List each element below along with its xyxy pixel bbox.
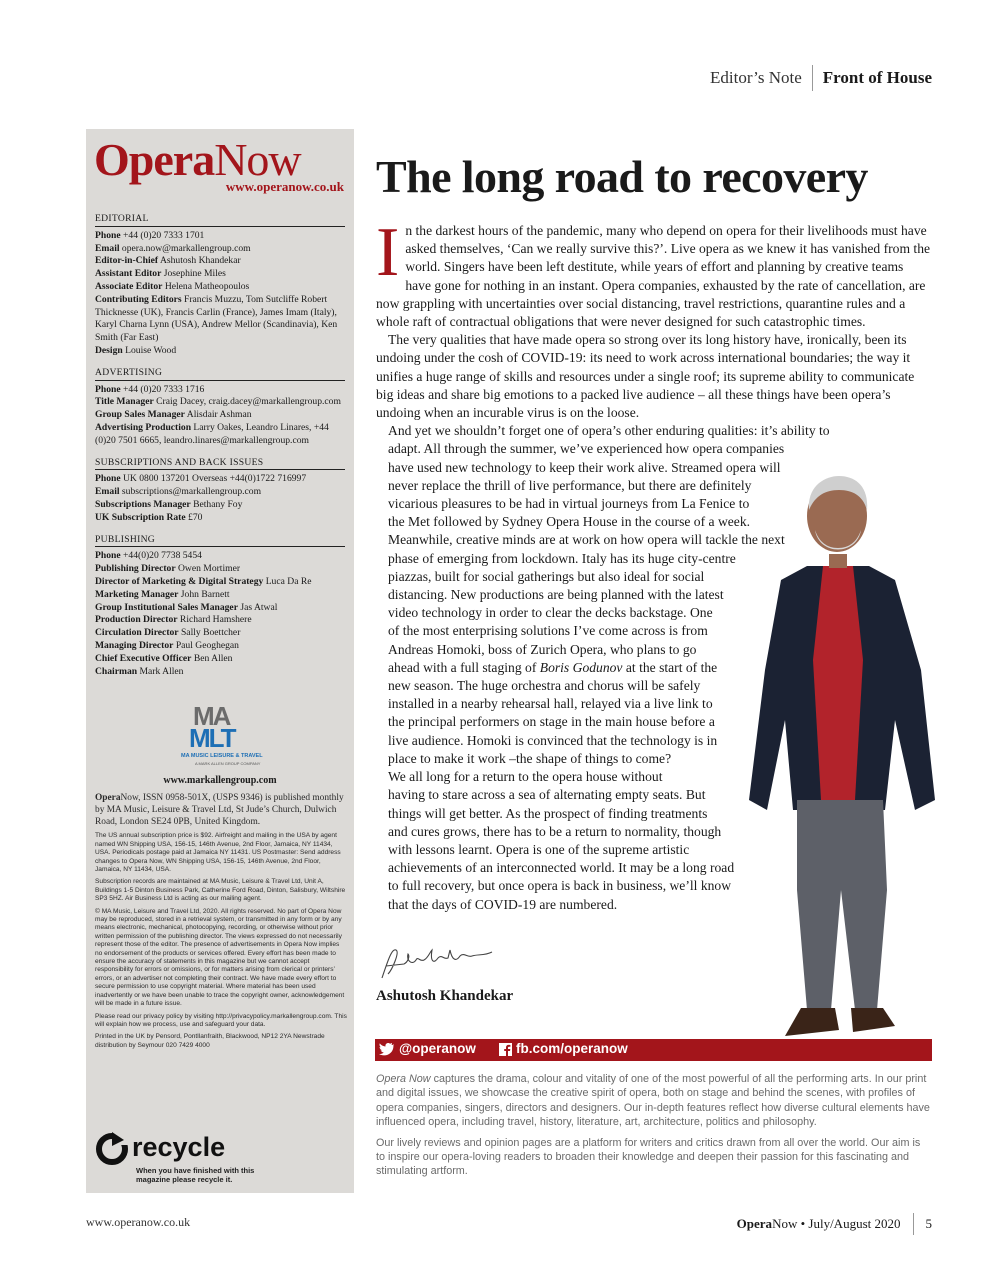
- footer-mag-light: Now: [772, 1216, 798, 1231]
- recycle-word: recycle: [132, 1132, 226, 1162]
- twitter-icon: [379, 1042, 395, 1056]
- footer-issue: [737, 1213, 932, 1235]
- article-paragraph: We all long for a return to the opera house without having to stare across a sea of alternating empty seats. But things will get better. As the prospect of finding treatments and cures grows, there has to be a return to normality, though with lessons learnt. Opera is one of the supreme artistic achievements of an interconnected world. It may be a long road to full recovery, but once opera is back in business, we’ll know that the days of COVID-19 are numbered.: [388, 769, 735, 912]
- editorial-heading: EDITORIAL: [95, 211, 345, 227]
- publishing-heading: PUBLISHING: [95, 532, 345, 548]
- facebook-link[interactable]: fb.com/operanow: [499, 1041, 628, 1056]
- editor-portrait: [745, 470, 945, 1070]
- article-paragraph: The very qualities that have made opera so strong over its long history have, ironically, been its undoing under the cosh of COVID-19: its need to work across international boundaries; the way it unifies a huge range of skills and resources under a single roof; its supreme ability to communicate big ideas and share big emotions to a packed live audience – all these things have been opera’s undoing when an incurable virus is on the loose.: [376, 332, 915, 421]
- credit-line: Subscriptions Manager Bethany Foy: [95, 498, 243, 510]
- credit-line: Assistant Editor Josephine Miles: [95, 268, 226, 280]
- credit-line: Phone +44 (0)20 7333 1716: [95, 383, 205, 395]
- opera-title: Boris Godunov: [539, 659, 623, 675]
- credit-line: Phone +44(0)20 7738 5454: [95, 550, 202, 562]
- publisher-url[interactable]: www.markallengroup.com: [163, 775, 277, 786]
- twitter-link[interactable]: @operanow: [379, 1041, 476, 1056]
- recycle-note: When you have finished with this magazine please recycle it.: [136, 1166, 255, 1184]
- drop-cap: I: [376, 214, 400, 291]
- social-bar: [375, 1039, 932, 1061]
- fine-print-paragraph: The US annual subscription price is $92. Airfreight and mailing in the USA by agent named WN Shipping USA, 156-15, 146th Avenue, 2nd Floor, Jamaica, NY 11434, USA. Periodicals postage paid at Jamaica NY 11431. US Postmaster: Send address changes to Opera Now, WN Shipping USA, 156-15, 146th Avenue, 2nd Floor, Jamaica, NY 11434, USA.: [95, 832, 341, 874]
- editorial-lines: [95, 230, 345, 358]
- credit-line: Email subscriptions@markallengroup.com: [95, 486, 262, 498]
- logo-ma: MA: [193, 701, 230, 731]
- ma-mlt-logo: [181, 701, 263, 766]
- fine-print-paragraph: Subscription records are maintained at MA Music, Leisure & Travel Ltd, Unit A, Buildings 1-5 Dinton Business Park, Catherine Ford Road, Dinton, Salisbury, Wiltshire SP3 5HZ. Air Business Ltd is acting as our mailing agent.: [95, 878, 346, 903]
- section-label: Editor’s Note: [709, 68, 802, 87]
- fine-print-paragraph: Printed in the UK by Pensord, Pontllanfraith, Blackwood, NP12 2YA Newstrade distribution by Seymour 020 7429 4000: [95, 1033, 325, 1049]
- article-paragraph: And yet we shouldn’t forget one of opera’s other enduring qualities: it’s ability to adapt. All through the summer, we’ve experienced how opera companies have used new technology to keep their work alive. Streamed opera will never replace the thrill of live performance, but there are definitely vicarious pleasures to be had in virtual journeys from La Fenice to the Met followed by Sydney Opera House in the course of a week. Meanwhile, creative minds are at work on how opera will tackle the next phase of emerging from lockdown. Italy has its huge city-centre piazzas, built for social gatherings but also ideal for social distancing. New productions are being planned with the latest video technology in order to clear the decks backstage. One of the most enterprising solutions I’ve come across is from Andreas Homoki, boss of Zurich Opera, who plans to go ahead with a full staging of Boris Godunov at the start of the new season. The huge orchestra and chorus will be safely installed in a nearby rehearsal hall, relayed via a live link to the principal performers on stage in the main house before a live audience. Homoki is convinced that the technology is in place to make it work –the shape of things to come?: [388, 423, 830, 766]
- about-magazine: [376, 1072, 932, 1185]
- fine-print-paragraph: © MA Music, Leisure and Travel Ltd, 2020. All rights reserved. No part of Opera Now may be reproduced, stored in a retrieval system, or transmitted in any form or by any means electronic, mechanical, photocopying, recording, or otherwise without prior written permission of the publishing director. The views expressed do not necessarily represent those of the editor. The presence of advertisements in Opera Now implies no endorsement of the products or services offered. Every effort has been made to ensure the accuracy of statements in this magazine but we cannot accept responsibility for errors or omissions, or for matters arising from clerical or printers’ errors, or an advertiser not completing their contract. We have made every effort to secure permission to use copyright material. Where material has been used inadvertently or we have been unable to trace the copyright owner, acknowledgement will be made in a future issue.: [95, 907, 345, 1008]
- author-name: Ashutosh Khandekar: [376, 988, 514, 1004]
- masthead-credits: [95, 211, 345, 678]
- fine-print: [95, 793, 347, 1054]
- fine-print-paragraph: Please read our privacy policy by visiting http://privacypolicy.markallengroup.com. This will explain how we process, use and safeguard your data.: [95, 1012, 347, 1028]
- advertising-lines: [95, 384, 345, 448]
- credit-line: Title Manager Craig Dacey, craig.dacey@markallengroup.com: [95, 396, 341, 408]
- masthead-sidebar: [86, 129, 354, 1193]
- logo-mlt-group: A MARK ALLEN GROUP COMPANY: [195, 761, 261, 766]
- subscriptions-lines: [95, 473, 345, 524]
- advertising-heading: ADVERTISING: [95, 365, 345, 381]
- page-number: 5: [925, 1216, 932, 1231]
- credit-line: Contributing Editors Francis Muzzu, Tom Sutcliffe Robert Thicknesse (UK), Francis Carlin (France), James Imam (Italy), Karyl Charna Lynn (USA), Andrew Mellor (Scandinavia), Ken Smith (Far East): [95, 293, 338, 344]
- footer-issue-date: • July/August 2020: [797, 1216, 901, 1231]
- recycle-badge: [94, 1129, 294, 1189]
- credit-line: Chairman Mark Allen: [95, 665, 184, 677]
- fine-print-lead: OperaNow, ISSN 0958-501X, (USPS 9346) is published monthly by MA Music, Leisure & Travel Ltd, St Jude’s Church, Dulwich Road, London SE24 0PB, United Kingdom.: [95, 793, 344, 827]
- logo-light: Now: [214, 134, 301, 185]
- about-paragraph: Opera Now captures the drama, colour and vitality of one of the most powerful of all the performing arts. In our print and digital issues, we showcase the creative spirit of opera, both on stage and behind the scenes, with profiles of opera companies, singers, directors and designers. Our in-depth features reflect how diverse cultural elements have influenced opera, including travel, history, literature, art, architecture, politics and philosophy.: [376, 1073, 930, 1129]
- facebook-icon: [499, 1043, 512, 1056]
- credit-line: Phone +44 (0)20 7333 1701: [95, 229, 205, 241]
- credit-line: UK Subscription Rate £70: [95, 511, 203, 523]
- credit-line: Email opera.now@markallengroup.com: [95, 242, 251, 254]
- credit-line: Circulation Director Sally Boettcher: [95, 627, 241, 639]
- credit-line: Publishing Director Owen Mortimer: [95, 563, 241, 575]
- credit-line: Director of Marketing & Digital Strategy Luca Da Re: [95, 575, 312, 587]
- credit-line: Group Institutional Sales Manager Jas Atwal: [95, 601, 278, 613]
- recycle-icon: [94, 1131, 130, 1167]
- logo-bold: Opera: [94, 134, 215, 185]
- author-signature: [378, 940, 498, 984]
- credit-line: Production Director Richard Hamshere: [95, 614, 252, 626]
- credit-line: Phone UK 0800 137201 Overseas +44(0)1722 716997: [95, 473, 307, 485]
- logo-url[interactable]: www.operanow.co.uk: [225, 179, 344, 194]
- subscriptions-heading: SUBSCRIPTIONS AND BACK ISSUES: [95, 455, 345, 471]
- credit-line: Associate Editor Helena Matheopoulos: [95, 280, 250, 292]
- credit-line: Editor-in-Chief Ashutosh Khandekar: [95, 255, 241, 267]
- footer-mag-bold: Opera: [736, 1216, 773, 1231]
- subsection-label: Front of House: [822, 68, 932, 87]
- credit-line: Group Sales Manager Alisdair Ashman: [95, 409, 252, 421]
- section-header: [710, 64, 932, 92]
- article-title: The long road to recovery: [376, 151, 868, 202]
- credit-line: Design Louise Wood: [95, 344, 177, 356]
- credit-line: Chief Executive Officer Ben Allen: [95, 652, 233, 664]
- article-paragraph: In the darkest hours of the pandemic, many who depend on opera for their livelihoods must have asked themselves, ‘Can we really survive this?’. Live opera as we knew it has vanished from the world. Singers have been left destitute, while years of effort and planning by creative teams have gone for nothing in an instant. Opera companies, exhausted by the rate of cancellation, are now grappling with uncertainties over social distancing, travel restrictions, quarantine rules and a whole raft of contractual obligations that were never designed for such catastrophic times.: [376, 214, 931, 330]
- credit-line: Marketing Manager John Barnett: [95, 588, 230, 600]
- footer-url[interactable]: www.operanow.co.uk: [86, 1215, 191, 1229]
- logo-mlt: MLT: [189, 723, 235, 753]
- footer-divider: [913, 1213, 914, 1235]
- logo-mlt-tagline: MA MUSIC LEISURE & TRAVEL: [181, 753, 263, 759]
- credit-line: Advertising Production Larry Oakes, Leandro Linares, +44 (0)20 7501 6665, leandro.linares@markallengroup.com: [95, 421, 329, 446]
- about-paragraph: Our lively reviews and opinion pages are a platform for writers and critics drawn from all over the world. Our aim is to inspire our opera-loving readers to broaden their knowledge and deepen their passion for this fascinating and stimulating artform.: [376, 1136, 921, 1178]
- credit-line: Managing Director Paul Geoghegan: [95, 639, 239, 651]
- publishing-lines: [95, 550, 345, 678]
